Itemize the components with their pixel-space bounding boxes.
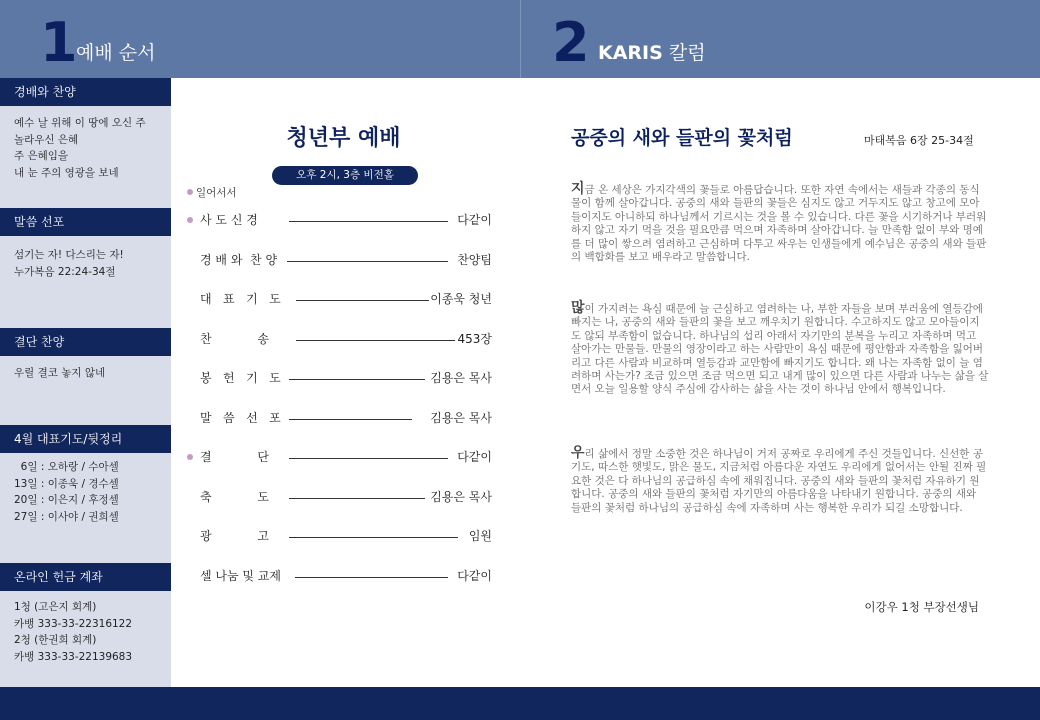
service-time-badge: 오후 2시, 3층 비전홀	[272, 166, 418, 185]
standing-dot-icon	[187, 189, 193, 195]
service-item-value: 김용은 목사	[430, 411, 492, 425]
section-title-2	[598, 42, 706, 64]
prayer-entry: 13일 : 이종욱 / 경수셀	[14, 477, 119, 490]
standing-dot-icon	[187, 217, 193, 223]
paragraph-text: 리 삶에서 정말 소중한 것은 하나님이 거저 공짜로 우리에게 주신 것들입니다. 신선한 공기도, 따스한 햇빛도, 맑은 물도, 지금처럼 아름다운 자연도 우리에게 없어서는 안될 진짜 필요한 것은 다 하나님의 공급하심 속에 채워집니다. 공중의 새와 들판의 꽃처럼 자유하기 원합니다. 공중의 새와 들판의 꽃처럼 자기만의 아름다움을 나타내기 원합니다. 공중의 새와 들판의 꽃처럼 하나님의 공급하심 속에 자족하며 사는 행복한 우리가 되길 소망합니다.	[571, 448, 987, 514]
sermon-title: 섬기는 자! 다스리는 자!	[14, 249, 124, 261]
prayer-entry: 6일 : 오하랑 / 수아셀	[14, 461, 119, 473]
column-reference: 마태복음 6장 25-34절	[864, 134, 974, 147]
sidebar-heading-praise: 경배와 찬양	[0, 78, 171, 106]
header-banner	[0, 0, 1040, 78]
service-item	[187, 566, 492, 586]
sidebar-resolution-info	[14, 365, 169, 382]
service-item	[187, 368, 492, 388]
service-item	[187, 447, 492, 467]
sermon-reference: 누가복음 22:24-34절	[14, 265, 116, 278]
section-number-2: 2	[552, 11, 588, 74]
account-number: 카뱅 333-33-22316122	[14, 617, 133, 630]
leader-line	[289, 498, 425, 499]
footer-bar	[0, 687, 1040, 720]
service-item	[187, 250, 492, 270]
sidebar	[0, 78, 171, 688]
account-holder: 2청 (한권희 회계)	[14, 634, 97, 646]
service-item-label: 결 단	[200, 450, 269, 464]
leader-line	[296, 340, 455, 341]
service-item	[187, 408, 492, 428]
column-paragraph	[571, 447, 989, 515]
praise-song: 내 눈 주의 영광을 보네	[14, 166, 119, 179]
service-item-label: 경 배 와 찬 양	[200, 253, 278, 267]
column-paragraph	[571, 183, 989, 264]
service-item-value: 이종욱 청년	[430, 292, 492, 306]
praise-song: 예수 날 위해 이 땅에 오신 주	[14, 117, 146, 129]
sidebar-heading-prayer: 4월 대표기도/뒷정리	[0, 425, 171, 453]
service-item-value: 453장	[457, 332, 492, 346]
leader-line	[287, 261, 448, 262]
prayer-entry: 27일 : 이사야 / 권희셀	[14, 510, 119, 523]
resolution-song: 우릴 결코 놓지 않네	[14, 367, 106, 379]
account-holder: 1청 (고은지 회계)	[14, 601, 97, 613]
standing-dot-icon	[187, 454, 193, 460]
sidebar-heading-offering: 온라인 헌금 계좌	[0, 563, 171, 591]
praise-song: 놀라우신 은혜	[14, 133, 79, 146]
sidebar-prayer-schedule	[14, 459, 169, 525]
sidebar-offering-accounts	[14, 599, 169, 665]
leader-line	[296, 300, 429, 301]
service-title: 청년부 예배	[286, 126, 401, 151]
section-title-1: 예배 순서	[76, 42, 156, 64]
service-item-value: 찬양팀	[457, 253, 492, 267]
leader-line	[289, 419, 412, 420]
leader-line	[289, 458, 448, 459]
service-item-value: 김용은 목사	[430, 371, 492, 385]
account-number: 카뱅 333-33-22139683	[14, 650, 133, 663]
drop-initial: 많	[571, 300, 585, 316]
service-item-value: 김용은 목사	[430, 490, 492, 504]
service-item-label: 사 도 신 경	[200, 213, 258, 227]
column-author: 이강우 1청 부장선생님	[864, 600, 979, 614]
leader-line	[289, 379, 425, 380]
leader-line	[289, 221, 448, 222]
paragraph-text: 금 온 세상은 가지각색의 꽃들로 아름답습니다. 또한 자연 속에서는 새들과 각종의 동식물이 함께 살아갑니다. 공중의 새와 들판의 꽃들은 심지도 않고 거두지도 않고 창고에 모아들이지도 아니하되 하나님께서 기르시는 것을 볼 수 있습니다. 다른 꽃을 시기하거나 부러워하지 않고 자기 먹을 것을 필요만큼 먹으며 자족하며 살아갑니다. 늘 만족함 없이 부와 명예를 더 많이 쌓으려 염려하고 근심하며 다투고 싸우는 인생들에게 예수님은 공중의 새와 들판의 백합화를 보고 배우라고 말씀합니다.	[571, 184, 987, 264]
service-item-label: 광 고	[200, 529, 269, 543]
service-item	[187, 289, 492, 309]
drop-initial: 우	[571, 445, 585, 461]
leader-line	[295, 577, 448, 578]
column-title: 공중의 새와 들판의 꽃처럼	[571, 127, 793, 149]
prayer-entry: 20일 : 이은지 / 후정셀	[14, 494, 119, 506]
service-item	[187, 329, 492, 349]
service-item	[187, 210, 492, 230]
service-item-label: 봉 헌 기 도	[200, 371, 281, 385]
service-item-value: 다같이	[457, 569, 492, 583]
brand-name: KARIS	[598, 42, 663, 64]
service-item-label: 말 씀 선 포	[200, 411, 281, 425]
service-item-value: 임원	[468, 529, 492, 543]
section-title-2-text: 칼럼	[668, 42, 706, 64]
service-item-value: 다같이	[457, 213, 492, 227]
leader-line	[289, 537, 458, 538]
standing-legend	[187, 186, 237, 200]
column-paragraph	[571, 302, 989, 397]
service-item-label: 셀 나눔 및 교제	[200, 569, 281, 583]
sidebar-sermon-info	[14, 247, 169, 280]
drop-initial: 지	[571, 181, 585, 197]
sidebar-praise-list	[14, 115, 169, 181]
standing-legend-text: 일어서서	[196, 187, 237, 199]
service-item-label: 찬 송	[200, 332, 269, 346]
praise-song: 주 은혜임을	[14, 150, 69, 162]
service-item-value: 다같이	[457, 450, 492, 464]
header-divider	[520, 0, 521, 78]
sidebar-heading-resolution: 결단 찬양	[0, 328, 171, 356]
service-item-label: 축 도	[200, 490, 269, 504]
section-number-1: 1	[40, 11, 76, 74]
sidebar-heading-sermon: 말씀 선포	[0, 208, 171, 236]
service-item-label: 대 표 기 도	[200, 292, 281, 306]
paragraph-text: 이 가지려는 욕심 때문에 늘 근심하고 염려하는 나, 부한 자들을 보며 부러움에 열등감에 빠지는 나, 공중의 새와 들판의 꽃을 보고 깨우치기 원합니다. 수고하지도 않고 모아들이지도 않되 부족함이 없습니다. 하나님의 섭리 아래서 자기만의 분복을 누리고 자족하며 먹고 살아가는 만물들. 만물의 영장이라고 하는 사람만이 욕심 때문에 평안함과 자족함을 잃어버리고 다른 사람과 비교하며 열등감과 교만함에 빠지기도 합니다. 왜 나는 자족함 없이 늘 염려하며 사는가? 조금 있으면 조금 먹으면 되고 내게 많이 있으면 다른 사람과 나누는 삶을 살면서 오늘 일용할 양식 주심에 감사하는 삶을 사는 것이 하나님 안에서 행복입니다.	[571, 303, 989, 396]
service-item	[187, 526, 492, 546]
service-item	[187, 487, 492, 507]
